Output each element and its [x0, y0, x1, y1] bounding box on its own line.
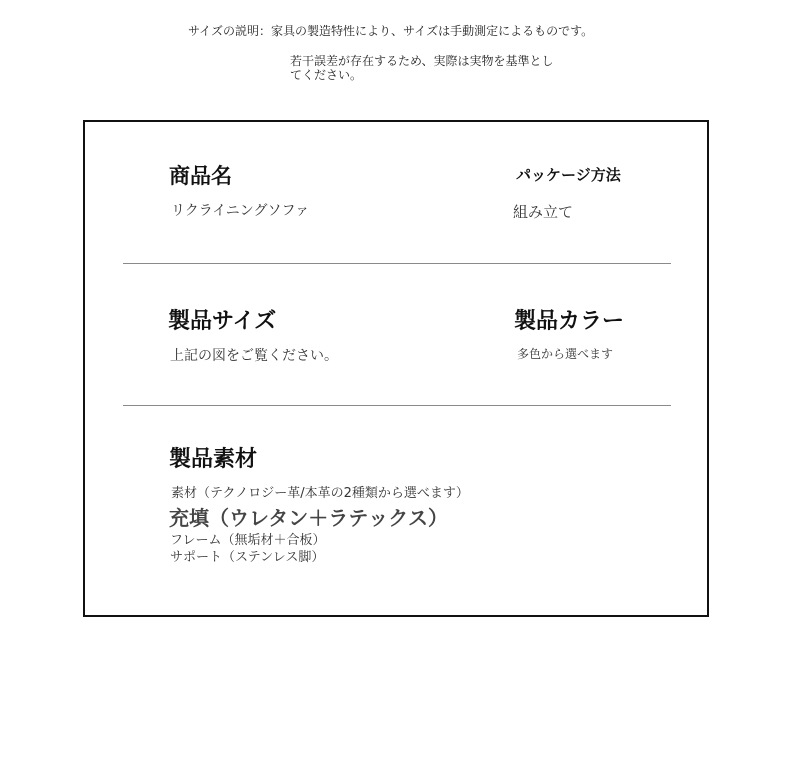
product-size-label: 製品サイズ — [168, 309, 277, 334]
frame-support-value: フレーム（無垢材＋合板）サポート（ステンレス脚） — [170, 533, 326, 565]
size-note-line2: 若干誤差が存在するため、実際は実物を基準としてください。 — [290, 54, 554, 82]
product-name-value: リクライニングソファ — [171, 203, 310, 219]
row-divider — [123, 263, 671, 264]
package-method-value: 組み立て — [513, 203, 574, 221]
product-color-value: 多色から選べます — [517, 347, 614, 361]
product-color-label: 製品カラー — [514, 309, 625, 334]
spec-table — [83, 120, 709, 617]
product-name-label: 商品名 — [169, 164, 232, 188]
product-size-value: 上記の図をご覧ください。 — [170, 348, 338, 364]
row-divider — [123, 405, 671, 406]
filling-value: 充填（ウレタン＋ラテックス） — [169, 506, 448, 530]
product-material-label: 製品素材 — [169, 447, 258, 472]
package-method-label: パッケージ方法 — [516, 166, 621, 184]
material-value: 素材（テクノロジー革/本革の2種類から選べます） — [171, 486, 469, 501]
size-note-line1: サイズの説明：家具の製造特性により、サイズは手動測定によるものです。 — [188, 24, 594, 38]
